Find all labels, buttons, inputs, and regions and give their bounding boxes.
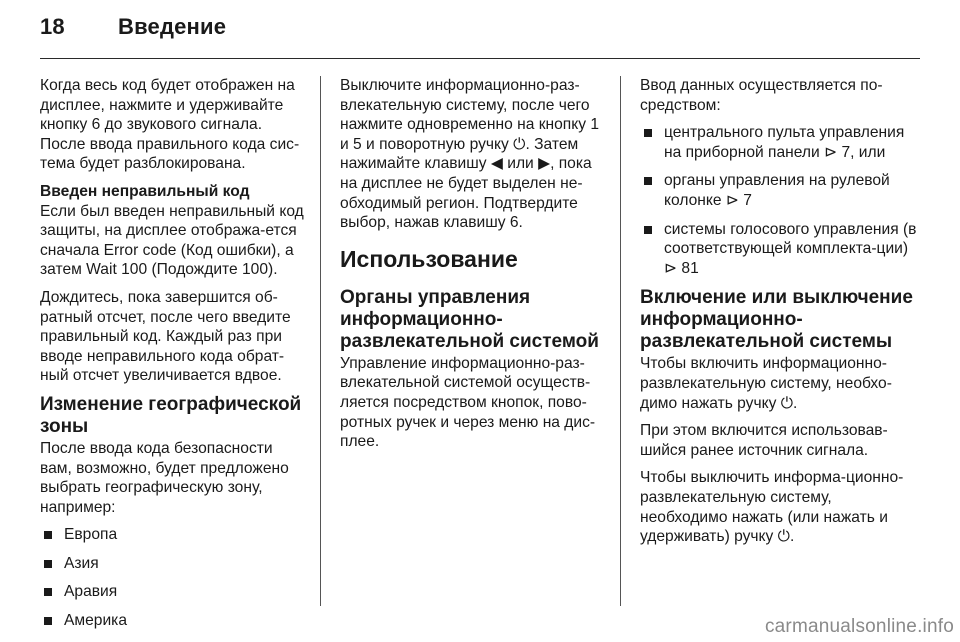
paragraph-switch-on: Чтобы включить информационно-развлекательную систему, необхо-димо нажать ручку ⏻. <box>640 355 892 412</box>
column-divider-2 <box>620 76 621 606</box>
heading-usage: Использование <box>340 245 518 272</box>
list-item: системы голосового управления (в соответствующей комплекта-ции) ⊳ 81 <box>640 220 920 279</box>
list-item: Америка <box>40 611 306 631</box>
header-rule <box>40 58 920 59</box>
watermark-text: carmanualsonline.info <box>764 616 954 637</box>
list-item: Азия <box>40 554 306 574</box>
heading-on-off: Включение или выключение информационно-развлекательной системы <box>640 287 913 353</box>
page-title: Введение <box>118 14 227 39</box>
paragraph-region: После ввода кода безопасности вам, возможно, будет предложено выбрать географическую зону, например: <box>40 439 289 516</box>
column-2 <box>340 76 604 460</box>
paragraph-code-entry: Когда весь код будет отображен на дисплее, нажмите и удерживайте кнопку 6 до звукового сигнала. После ввода правильного кода сис-тема будет разблокирована. <box>40 77 300 173</box>
list-item: Аравия <box>40 582 306 602</box>
page-header <box>40 14 226 40</box>
list-item: центрального пульта управления на приборной панели ⊳ 7, или <box>640 123 920 162</box>
paragraph-countdown: Дождитесь, пока завершится об-ратный отсчет, после чего введите правильный код. Каждый раз при вводе неправильного кода обрат-ный отсчет увеличивается вдвое. <box>40 288 291 385</box>
column-1 <box>40 76 306 640</box>
paragraph-switch-off: Чтобы выключить информа-ционно-развлекательную систему, необходимо нажать (или нажать и удерживать) ручку ⏻. <box>640 469 904 546</box>
input-methods-list <box>640 123 920 278</box>
heading-controls: Органы управления информационно-развлекательной системой <box>340 286 599 352</box>
paragraph-previous-source: При этом включится использовав-шийся ранее источник сигнала. <box>640 422 888 459</box>
paragraph-region-select: Выключите информационно-раз-влекательную систему, после чего нажмите одновременно на кнопку 1 и 5 и поворотную ручку ⏻. Затем нажимайте клавишу ◀ или ▶, пока на дисплее не будет выделен не-обходимый регион. Подтвердите выбор, нажав клавишу 6. <box>340 77 600 232</box>
list-item: органы управления на рулевой колонке ⊳ 7 <box>640 171 920 210</box>
column-3 <box>640 76 920 555</box>
column-divider-1 <box>320 76 321 606</box>
page-number: 18 <box>40 14 65 39</box>
region-list <box>40 525 306 630</box>
list-item: Европа <box>40 525 306 545</box>
heading-region-change: Изменение географической зоны <box>40 393 302 437</box>
paragraph-wrong-code: Если был введен неправильный код защиты, на дисплее отобража-ется сначала Error code (Код ошибки), а затем Wait 100 (Подождите 100). <box>40 202 304 279</box>
paragraph-controls: Управление информационно-раз-влекательной системой осуществ-ляется посредством кнопок, пово-ротных ручек и через меню на дис-плее. <box>340 354 596 451</box>
heading-wrong-code: Введен неправильный код <box>40 182 250 200</box>
paragraph-input-methods: Ввод данных осуществляется по-средством: <box>640 77 883 114</box>
